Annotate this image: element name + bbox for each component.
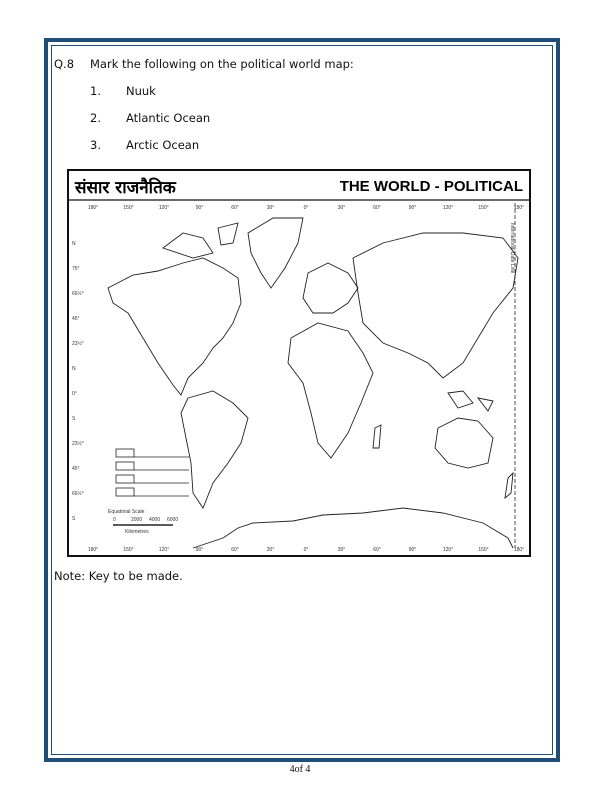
tick-label: 30° xyxy=(337,547,346,553)
tick-label: 90° xyxy=(408,547,417,553)
world-political-map xyxy=(63,163,535,561)
tick-label: 90° xyxy=(408,205,417,211)
tick-label: 23½° xyxy=(72,341,84,347)
tick-label: 75° xyxy=(72,266,80,272)
tick-label: 60° xyxy=(373,205,381,211)
item-number: 3. xyxy=(90,138,101,152)
tick-label: 90° xyxy=(195,547,204,553)
tick-label: N xyxy=(72,241,76,247)
tick-label: N xyxy=(72,366,76,372)
item-number: 2. xyxy=(90,111,101,125)
tick-label: 45° xyxy=(72,316,80,322)
tick-label: 30° xyxy=(266,547,275,553)
svg-text:2000: 2000 xyxy=(131,517,143,523)
tick-label: 180° xyxy=(513,547,525,553)
tick-label: 120° xyxy=(442,205,454,211)
tick-label: 180° xyxy=(87,547,99,553)
tick-label: 120° xyxy=(442,547,454,553)
tick-label: 66½° xyxy=(72,491,84,497)
tick-label: 90° xyxy=(195,205,204,211)
tick-label: 30° xyxy=(266,205,275,211)
item-label: Atlantic Ocean xyxy=(126,111,211,125)
tick-label: S xyxy=(72,416,76,422)
map-title-english: THE WORLD - POLITICAL xyxy=(339,178,523,195)
date-line-label: International Date Line xyxy=(509,223,515,274)
tick-label: 120° xyxy=(158,205,170,211)
svg-text:0: 0 xyxy=(113,517,116,523)
tick-label: 45° xyxy=(72,466,80,472)
tick-label: 66½° xyxy=(72,291,84,297)
tick-label: 30° xyxy=(337,205,346,211)
note-text: Note: Key to be made. xyxy=(54,569,183,583)
tick-label: 180° xyxy=(513,205,525,211)
svg-text:4000: 4000 xyxy=(149,517,161,523)
tick-label: S xyxy=(72,516,76,522)
tick-label: 150° xyxy=(123,547,134,553)
tick-label: 23½° xyxy=(72,441,84,447)
tick-label: 0° xyxy=(72,391,77,397)
question-prompt: Mark the following on the political world map: xyxy=(90,57,354,71)
question-number: Q.8 xyxy=(54,57,75,71)
map-frame xyxy=(68,170,530,556)
tick-label: 150° xyxy=(478,205,489,211)
svg-text:6000: 6000 xyxy=(167,517,179,523)
tick-label: 0° xyxy=(303,547,309,553)
tick-label: 150° xyxy=(478,547,489,553)
tick-label: 60° xyxy=(373,547,381,553)
page-number: 4of 4 xyxy=(289,764,311,775)
item-number: 1. xyxy=(90,84,101,98)
map-title-hindi: संसार राजनैतिक xyxy=(75,178,176,198)
tick-label: 120° xyxy=(158,547,170,553)
tick-label: 60° xyxy=(231,547,239,553)
item-label: Nuuk xyxy=(126,84,156,98)
scale-label: Equatorial Scale xyxy=(108,509,145,515)
item-label: Arctic Ocean xyxy=(126,138,200,152)
tick-label: 150° xyxy=(123,205,134,211)
scale-unit: Kilometres xyxy=(125,529,149,535)
tick-label: 60° xyxy=(231,205,239,211)
tick-label: 180° xyxy=(87,205,99,211)
tick-label: 0° xyxy=(303,205,309,211)
